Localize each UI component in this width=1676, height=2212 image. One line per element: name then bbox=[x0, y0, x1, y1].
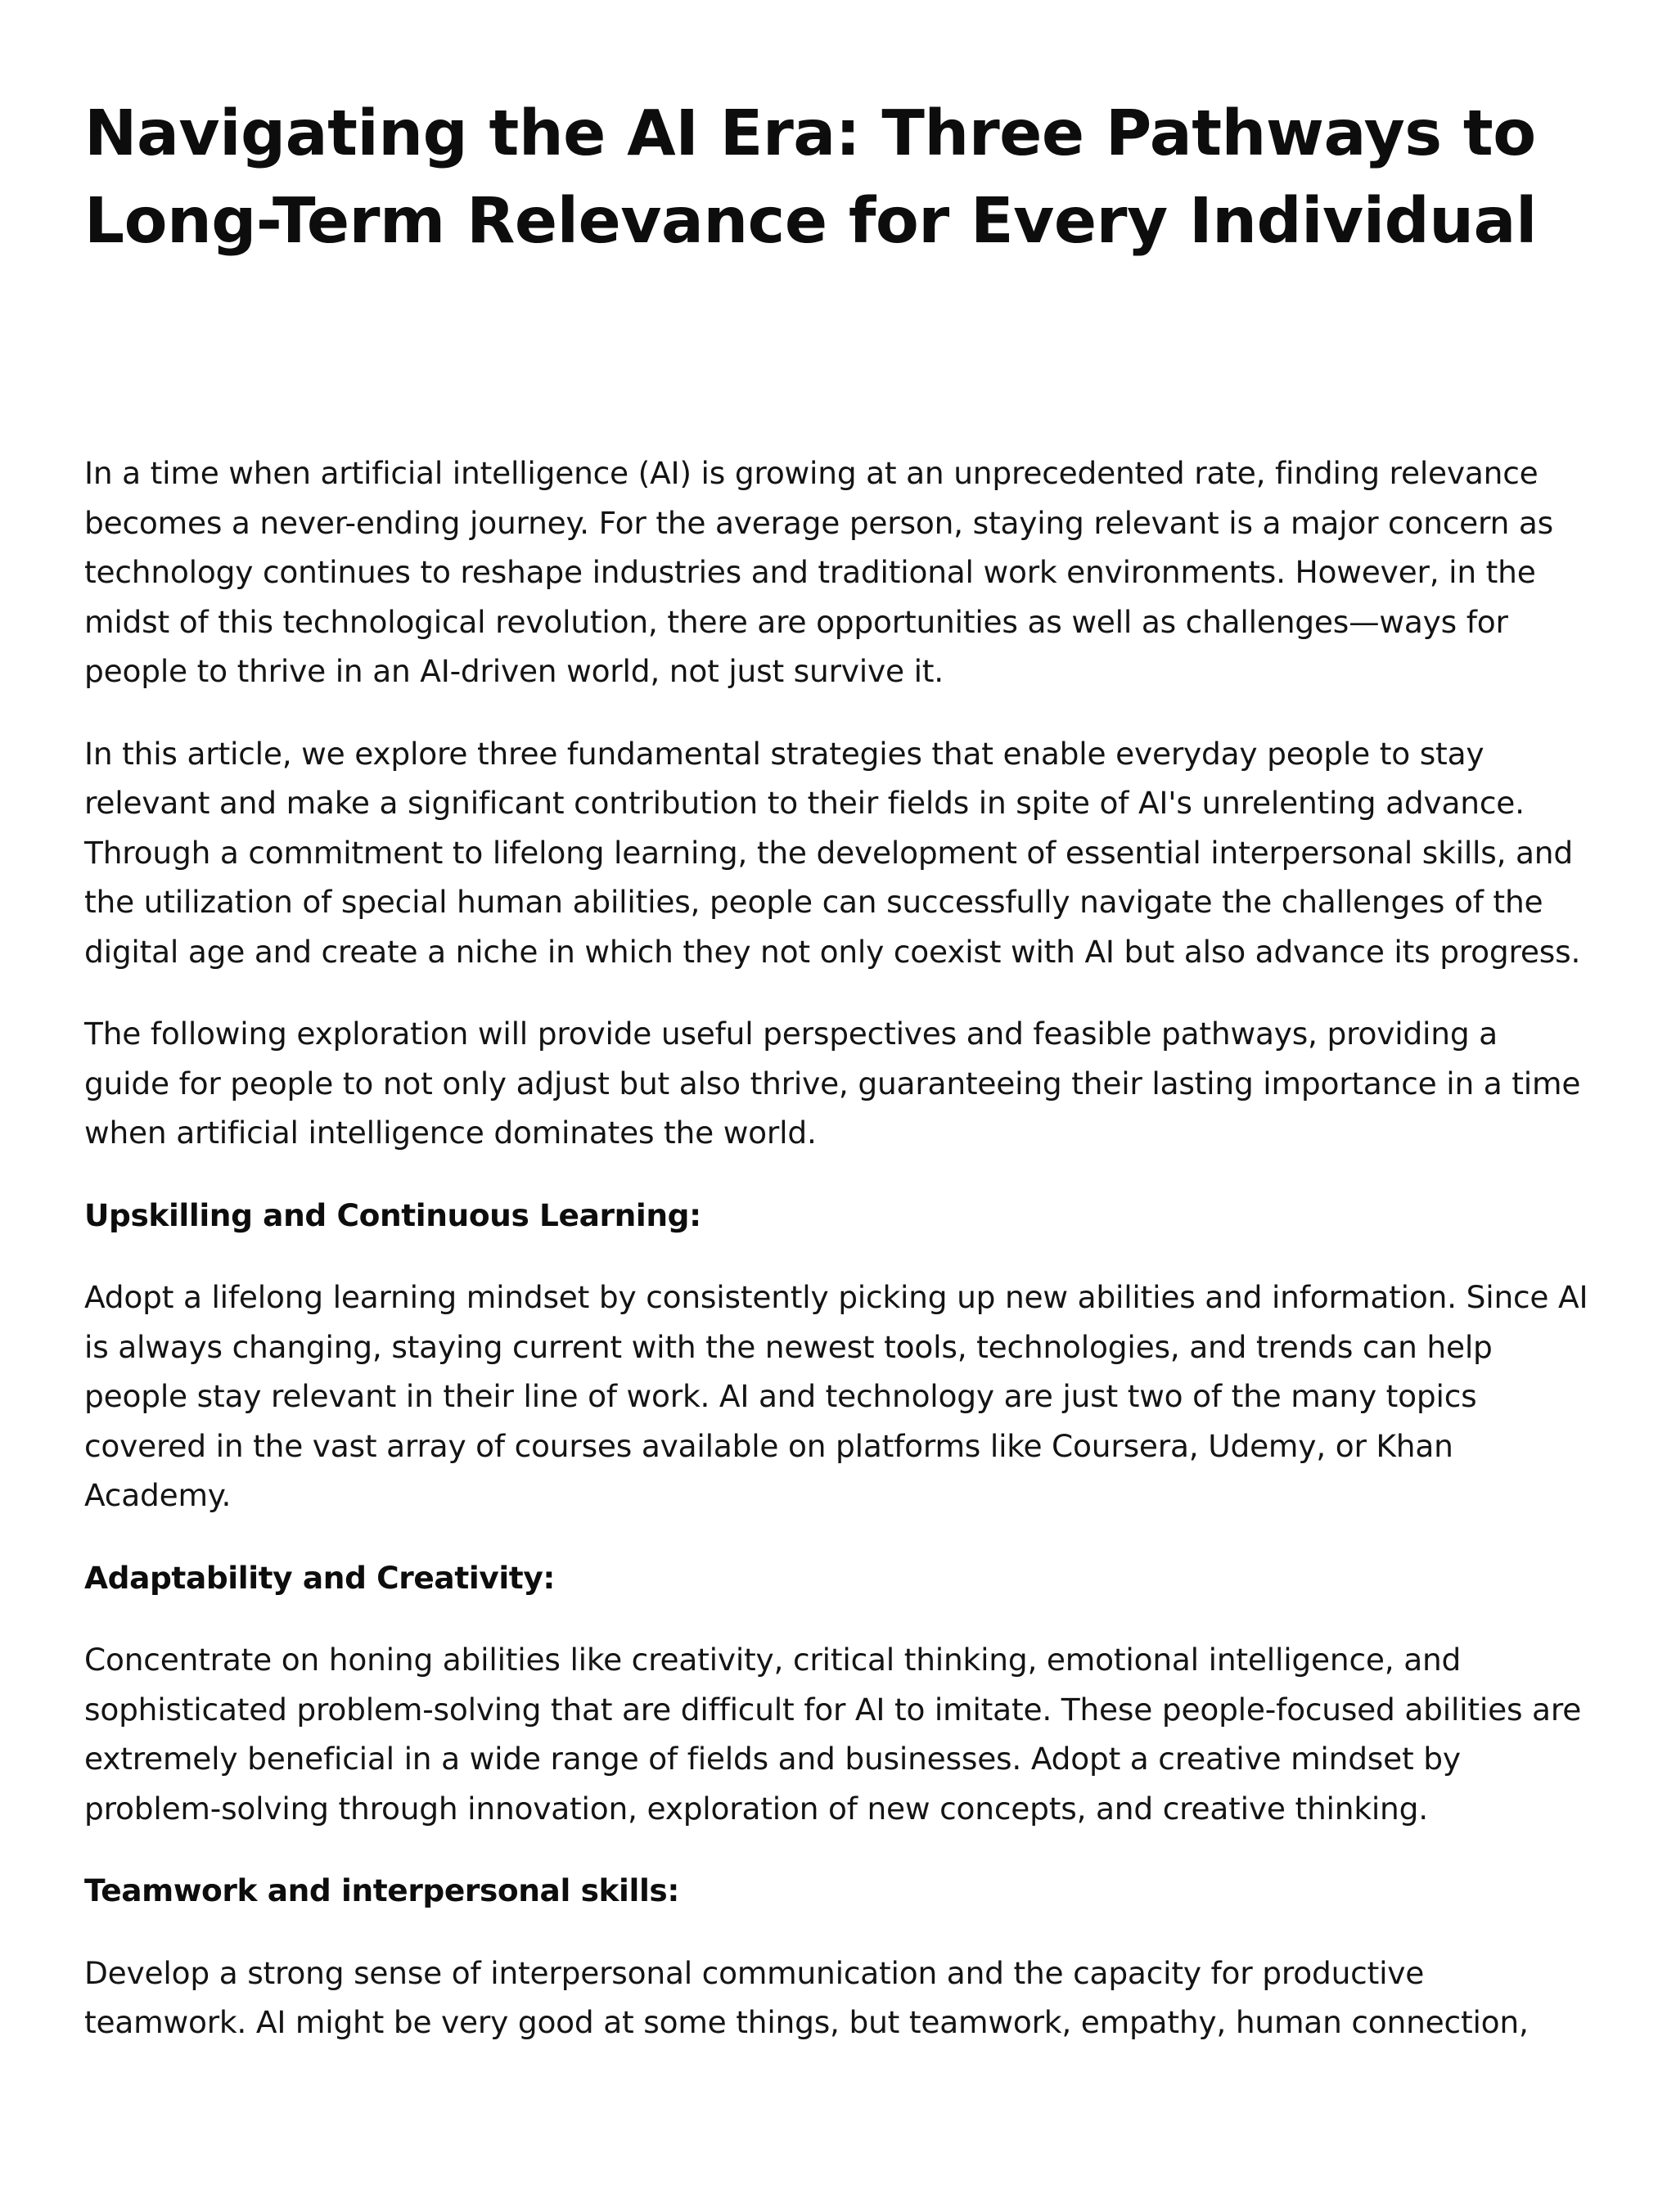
intro-paragraph-1: In a time when artificial intelligence (AI) is growing at an unprecedented rate, finding relevance becomes a never-ending journey. For the average person, staying relevant is a major concern as technology continues to reshape industries and traditional work environments. However, in the midst of this technological revolution, there are opportunities as well as challenges—ways for people to thrive in an AI-driven world, not just survive it. bbox=[84, 455, 1554, 689]
section-heading-teamwork: Teamwork and interpersonal skills: bbox=[84, 1872, 679, 1908]
section-text-upskilling: Adopt a lifelong learning mindset by consistently picking up new abilities and information. Since AI is always changing, staying current with the newest tools, technologies, and trends can help people stay relevant in their line of work. AI and technology are just two of the many topics covered in the vast array of courses available on platforms like Coursera, Udemy, or Khan Academy. bbox=[84, 1279, 1588, 1513]
article-body bbox=[84, 448, 1590, 2080]
section-text-teamwork: Develop a strong sense of interpersonal communication and the capacity for productive teamwork. AI might be very good at some things, but teamwork, empathy, human connection, bbox=[84, 1954, 1529, 2040]
article-title: Navigating the AI Era: Three Pathways to Long-Term Relevance for Every Individual bbox=[84, 97, 1537, 258]
intro-paragraph-2: In this article, we explore three fundamental strategies that enable everyday people to stay relevant and make a significant contribution to their fields in spite of AI's unrelenting advance. Through a commitment to lifelong learning, the development of essential interpersonal skills, and the utilization of special human abilities, people can successfully navigate the challenges of the digital age and create a niche in which they not only coexist with AI but also advance its progress. bbox=[84, 735, 1581, 970]
intro-paragraph-3: The following exploration will provide useful perspectives and feasible pathways, providing a guide for people to not only adjust but also thrive, guaranteeing their lasting importance in a time when artificial intelligence dominates the world. bbox=[84, 1016, 1581, 1151]
section-heading-upskilling: Upskilling and Continuous Learning: bbox=[84, 1196, 701, 1233]
section-heading-adaptability: Adaptability and Creativity: bbox=[84, 1559, 555, 1596]
section-text-adaptability: Concentrate on honing abilities like creativity, critical thinking, emotional intelligence, and sophisticated problem-solving that are difficult for AI to imitate. These people-focused abilities are extremely beneficial in a wide range of fields and businesses. Adopt a creative mindset by problem-solving through innovation, exploration of new concepts, and creative thinking. bbox=[84, 1642, 1582, 1827]
